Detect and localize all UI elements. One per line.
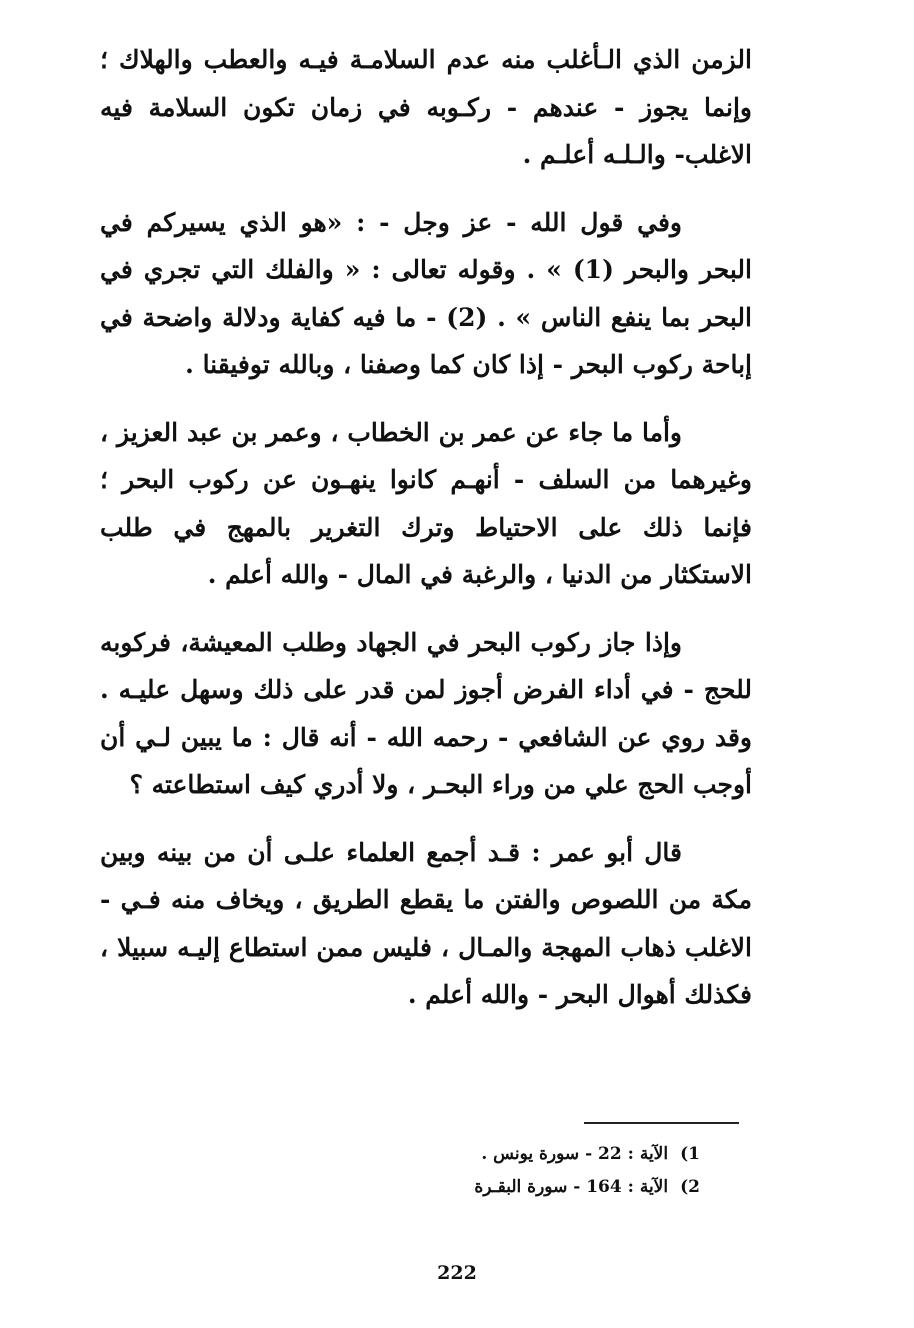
paragraph-2: وفي قول الله - عز وجل - : «هو الذي يسيركم في البحر والبحر (1) » . وقوله تعالى : « والفلك التي تجري في البحر بما ينفع الناس » . (2) - ما فيه كفاية ودلالة واضحة في إباحة ركوب البحر - إذا كان كما وصفنا ، وبالله توفيقنا . bbox=[100, 207, 752, 379]
footnote-text: الآية : 22 - سورة يونس . bbox=[481, 1144, 669, 1164]
footnote-number: 1) bbox=[680, 1144, 700, 1164]
footnote-number: 2) bbox=[680, 1177, 700, 1197]
paragraph-3: وأما ما جاء عن عمر بن الخطاب ، وعمر بن عبد العزيز ، وغيرهما من السلف - أنهـم كانوا ينهـون عن ركوب البحر ؛ فإنما ذلك على الاحتياط وترك التغرير بالمهج في طلب الاستكثار من الدنيا ، والرغبة في المال - والله أعلم . bbox=[100, 417, 752, 589]
paragraph-4: وإذا جاز ركوب البحر في الجهاد وطلب المعيشة، فركوبه للحج - في أداء الفرض أجوز لمن قدر على ذلك وسهل عليـه . وقد روي عن الشافعي - رحمه الله - أنه قال : ما يبين لـي أن أوجب الحج علي من وراء البحـر ، ولا أدري كيف استطاعته ؟ bbox=[100, 627, 752, 799]
footnote-2 bbox=[420, 1171, 700, 1204]
footnote-divider bbox=[584, 1122, 739, 1124]
footnotes bbox=[420, 1138, 700, 1204]
footnote-text: الآية : 164 - سورة البقـرة bbox=[474, 1177, 669, 1197]
page-number: 222 bbox=[437, 1262, 477, 1284]
paragraph-1: الزمن الذي الـأغلب منه عدم السلامـة فيـه والعطب والهلاك ؛ وإنما يجوز - عندهم - ركـوبه في زمان تكون السلامة فيه الاغلب- والـلـه أعلـم . bbox=[100, 45, 752, 169]
paragraph-5: قال أبو عمر : قـد أجمع العلماء علـى أن من بينه وبين مكة من اللصوص والفتن ما يقطع الطريق ، ويخاف منه فـي - الاغلب ذهاب المهجة والمـال ، فليس ممن استطاع إليـه سبيلا ، فكذلك أهوال البحر - والله أعلم . bbox=[100, 837, 752, 1009]
main-text bbox=[100, 36, 752, 1019]
footnote-1 bbox=[420, 1138, 700, 1171]
